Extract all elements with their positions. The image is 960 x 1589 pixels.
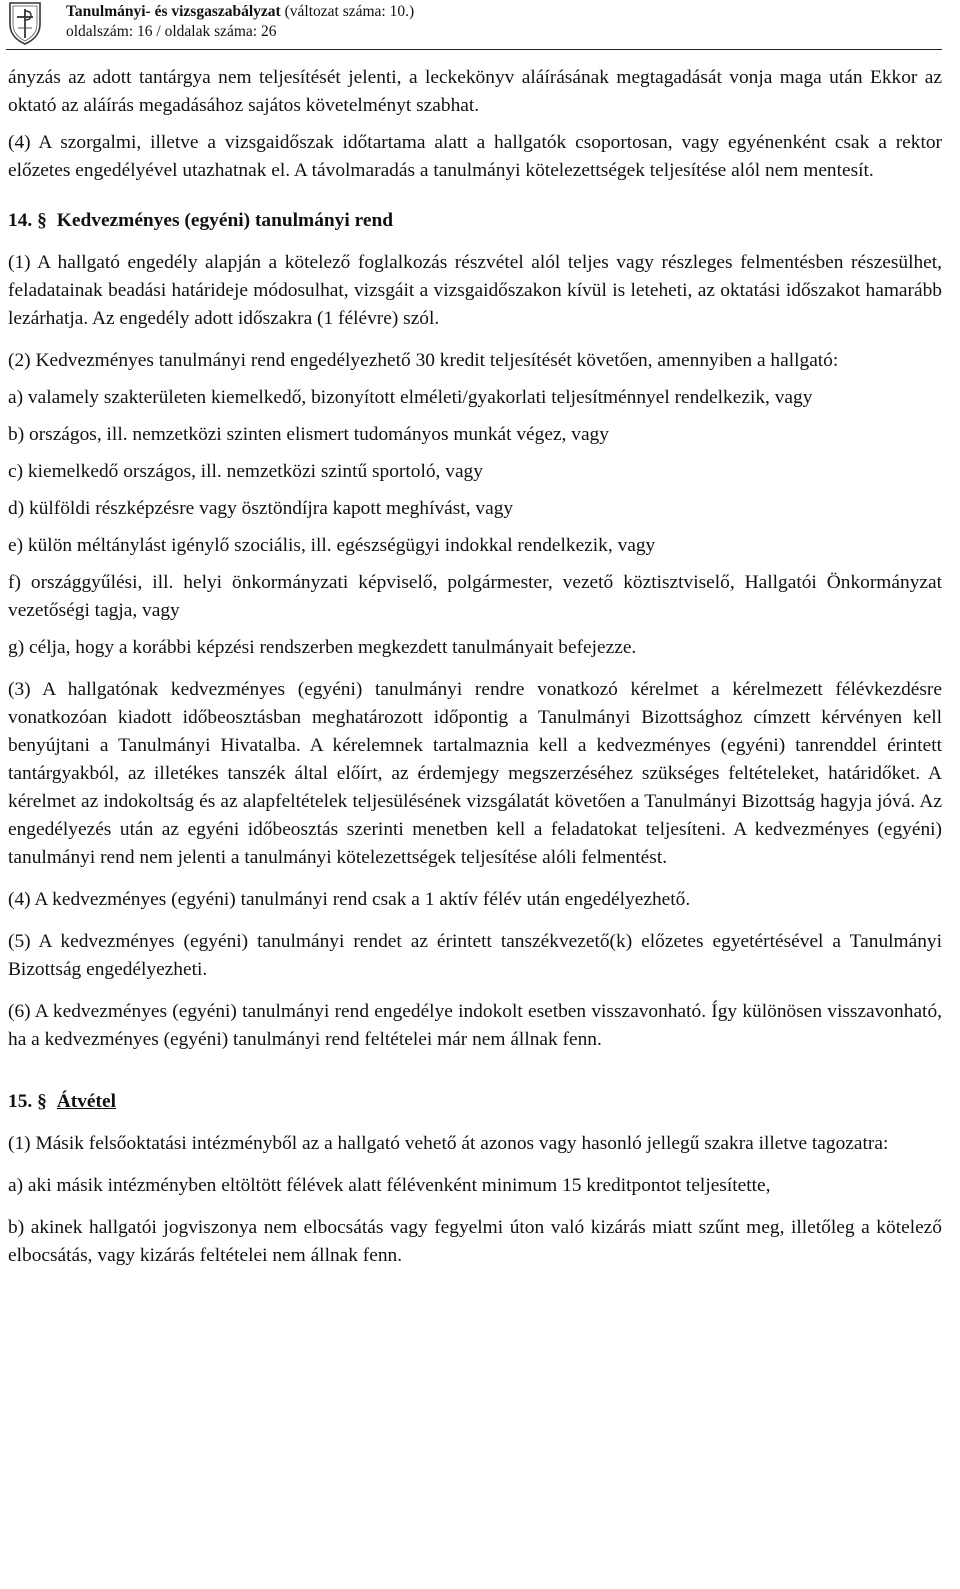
section-number: 14. § — [8, 210, 47, 231]
list-item: b) akinek hallgatói jogviszonya nem elbocsátás vagy fegyelmi úton való kizárás miatt szűnt meg, illetőleg a kötelező elbocsátás, vagy kizárás feltételei nem állnak fenn. — [8, 1217, 942, 1266]
paragraph: (6) A kedvezményes (egyéni) tanulmányi rend engedélye indokolt esetben visszavonható. Így különösen visszavonható, ha a kedvezményes (egyéni) tanulmányi rend feltételei már nem állnak fenn. — [8, 1001, 942, 1050]
paragraph: (1) Másik felsőoktatási intézményből az a hallgató vehető át azonos vagy hasonló jellegű szakra illetve tagozatra: — [8, 1133, 889, 1154]
page-header — [6, 0, 946, 48]
list-item: f) országgyűlési, ill. helyi önkormányzati képviselő, polgármester, vezető köztisztviselő, Hallgatói Önkormányzat vezetőségi tagja, vagy — [8, 572, 942, 621]
paragraph: (4) A szorgalmi, illetve a vizsgaidőszak időtartama alatt a hallgatók csoportosan, vagy egyénenként csak a rektor előzetes engedélyével utazhatnak el. A távolmaradás a tanulmányi kötelezettségek teljesítése alól nem mentesít. — [8, 132, 942, 181]
section-heading-15 — [8, 1088, 942, 1116]
document-body — [8, 64, 942, 1270]
paragraph: (5) A kedvezményes (egyéni) tanulmányi rendet az érintett tanszékvezető(k) előzetes egyetértésével a Tanulmányi Bizottság engedélyezheti. — [8, 931, 942, 980]
section-heading-14 — [8, 207, 942, 235]
section-title: Kedvezményes (egyéni) tanulmányi rend — [56, 210, 394, 231]
list-item: g) célja, hogy a korábbi képzési rendszerben megkezdett tanulmányait befejezze. — [8, 637, 637, 658]
paragraph: ányzás az adott tantárgya nem teljesítését jelenti, a leckekönyv aláírásának megtagadását vonja maga után Ekkor az oktató az aláírás megadásához sajátos követelményt szabhat. — [8, 67, 942, 116]
section-title: Átvétel — [56, 1091, 116, 1112]
section-number: 15. § — [8, 1091, 47, 1112]
paragraph: (3) A hallgatónak kedvezményes (egyéni) tanulmányi rendre vonatkozó kérelmet a kérelmezett félévkezdésre vonatkozóan kiadott időbeosztásban meghatározott időpontig a Tanulmányi Bizottsághoz címzett kérvényen kell benyújtani a Tanulmányi Hivatalba. A kérelemnek tartalmaznia kell a kedvezményes (egyéni) tanrenddel érintett tantárgyakból, az illetékes tanszék által előírt, az érdemjegy megszerzéséhez szükséges feltételeket, határidőket. A kérelmet az indokoltság és az alapfeltételek teljesülésének vizsgálatát követően a Tanulmányi Bizottság hagyja jóvá. Az engedélyezés után az egyéni időbeosztás szerinti menetben kell a feladatokat teljesíteni. A kedvezményes (egyéni) tanulmányi rend nem jelenti a tanulmányi kötelezettségek teljesítése alóli felmentést. — [8, 679, 942, 868]
list-item: e) külön méltánylást igénylő szociális, ill. egészségügyi indokkal rendelkezik, vagy — [8, 535, 656, 556]
paragraph: (4) A kedvezményes (egyéni) tanulmányi rend csak a 1 aktív félév után engedélyezhető. — [8, 889, 691, 910]
institution-logo-icon — [6, 0, 44, 46]
paragraph: (2) Kedvezményes tanulmányi rend engedélyezhető 30 kredit teljesítését követően, amennyiben a hallgató: — [8, 350, 839, 371]
list-item: d) külföldi részképzésre vagy ösztöndíjra kapott meghívást, vagy — [8, 498, 514, 519]
header-divider — [6, 49, 942, 50]
list-item: b) országos, ill. nemzetközi szinten elismert tudományos munkát végez, vagy — [8, 424, 609, 445]
list-item: c) kiemelkedő országos, ill. nemzetközi szintű sportoló, vagy — [8, 461, 483, 482]
page-info: oldalszám: 16 / oldalak száma: 26 — [66, 23, 277, 40]
list-item: a) aki másik intézményben eltöltött félévek alatt félévenként minimum 15 kreditpontot teljesítette, — [8, 1175, 771, 1196]
header-text — [66, 2, 414, 42]
paragraph: (1) A hallgató engedély alapján a kötelező foglalkozás részvétel alól teljes vagy részleges felmentésben részesülhet, feladatainak beadási határideje módosulhat, vizsgáit a vizsgaidőszakon kívül is leteheti, az oktatási időszakot hamarább lezárhatja. Az engedély adott időszakra (1 félévre) szól. — [8, 252, 942, 329]
list-item: a) valamely szakterületen kiemelkedő, bizonyított elméleti/gyakorlati teljesítménnyel rendelkezik, vagy — [8, 387, 813, 408]
document-title: Tanulmányi- és vizsgaszabályzat (változat száma: 10.) — [66, 3, 415, 20]
